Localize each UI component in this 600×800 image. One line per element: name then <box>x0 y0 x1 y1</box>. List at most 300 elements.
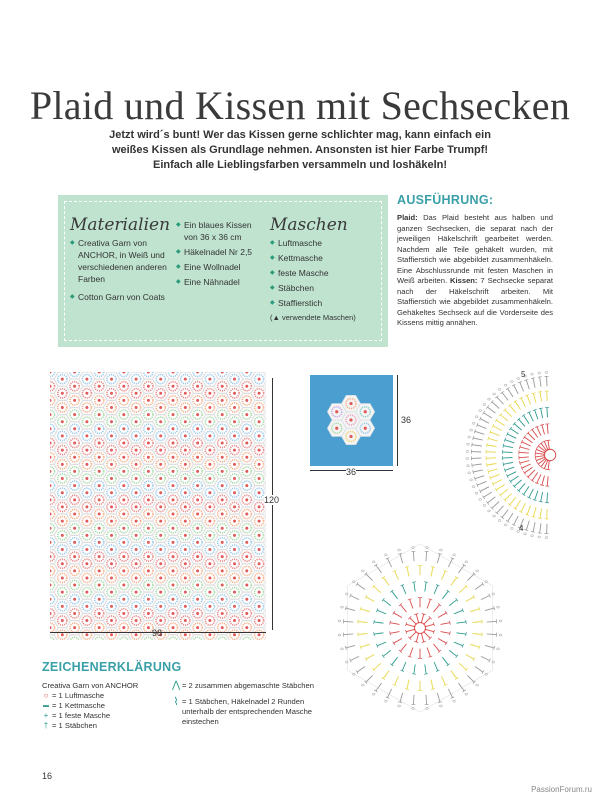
chart-stitch <box>547 424 548 434</box>
chart-stitch-top <box>450 621 451 625</box>
blanket-flower-center <box>61 605 64 608</box>
chart-stitch <box>410 648 413 657</box>
chart-chain <box>466 458 469 460</box>
stitch-item: ◆ Luftmasche <box>270 237 382 249</box>
chart-stitch-top <box>539 408 543 409</box>
blanket-flower-center <box>258 605 261 608</box>
chart-stitch <box>540 392 542 402</box>
dc2tog-symbol: ⋀ <box>172 680 181 691</box>
blanket-flower-center <box>73 498 76 501</box>
blanket-flower-center <box>221 399 224 402</box>
blanket-flower-center <box>122 626 125 629</box>
chart-chain <box>467 443 470 445</box>
chart-chain <box>488 510 491 512</box>
blanket-flower-center <box>233 505 236 508</box>
blanket-flower-center <box>245 626 248 629</box>
chart-stitch <box>402 662 406 671</box>
blanket-flower-center <box>135 605 138 608</box>
chart-stitch <box>407 567 409 576</box>
chart-stitch <box>508 513 513 521</box>
chart-stitch <box>410 631 417 638</box>
pillow-illustration <box>310 375 393 466</box>
blanket-flower-center <box>135 562 138 565</box>
chart-stitch <box>484 413 492 418</box>
chart-chain <box>479 410 482 412</box>
blanket-flower-center <box>258 534 261 537</box>
blanket-flower-center <box>258 406 261 409</box>
blanket-flower-center <box>159 378 162 381</box>
blanket-flower-center <box>61 520 64 523</box>
blanket-flower-center <box>61 576 64 579</box>
blanket-flower-center <box>221 612 224 615</box>
blanket-flower-center <box>122 555 125 558</box>
blanket-flower-center <box>184 576 187 579</box>
chart-stitch <box>505 493 512 500</box>
blanket-flower-center <box>73 470 76 473</box>
chart-chain <box>510 381 513 383</box>
blanket-flower-center <box>221 541 224 544</box>
blanket-flower-center <box>147 442 150 445</box>
blanket-flower-center <box>85 434 88 437</box>
chart-stitch <box>413 695 414 705</box>
chart-stitch-top <box>433 630 434 634</box>
instructions-text <box>397 213 553 329</box>
blanket-flower-center <box>61 378 64 381</box>
pillow-height-label: 36 <box>401 415 412 425</box>
chart-stitch <box>528 433 535 440</box>
chart-stitch <box>406 624 415 627</box>
chart-stitch <box>442 657 448 665</box>
blanket-flower-center <box>172 612 175 615</box>
chart-stitch <box>547 408 548 418</box>
blanket-flower-center <box>122 442 125 445</box>
blanket-flower-center <box>61 463 64 466</box>
blanket-flower-center <box>196 427 199 430</box>
chart-stitch <box>416 633 419 642</box>
chart-chain <box>497 648 500 650</box>
blanket-flower-center <box>258 449 261 452</box>
chart-stitch <box>425 624 434 627</box>
blanket-flower-center <box>147 413 150 416</box>
chart-stitch <box>508 389 513 397</box>
chart-stitch <box>423 618 430 625</box>
chart-chain <box>479 498 482 500</box>
chart-chain <box>545 537 548 539</box>
chart-chain <box>498 388 501 390</box>
blanket-flower-center <box>245 385 248 388</box>
chart-stitch <box>442 676 446 685</box>
blanket-flower-center <box>208 477 211 480</box>
blanket-flower-center <box>147 541 150 544</box>
blanket-flower-center <box>147 569 150 572</box>
chart-stitch-top <box>472 443 473 447</box>
chart-stitch-top <box>535 451 536 455</box>
chart-stitch <box>540 523 541 533</box>
chart-stitch-top <box>358 633 359 637</box>
chart-stitch <box>532 473 538 481</box>
blanket-flower-center <box>135 591 138 594</box>
legend-column-2 <box>172 681 322 727</box>
pillow-height-line <box>397 375 398 466</box>
chart-stitch <box>540 377 541 387</box>
chart-stitch <box>431 567 433 576</box>
chart-stitch <box>406 629 415 632</box>
blanket-flower-center <box>147 484 150 487</box>
chart-stitch-top <box>431 567 435 568</box>
blanket-flower-center <box>208 520 211 523</box>
blanket-flower-center <box>147 612 150 615</box>
stitch-note: (▲ verwendete Maschen) <box>270 313 356 322</box>
blanket-flower-center <box>208 548 211 551</box>
chart-stitch <box>505 410 512 417</box>
chart-chain <box>467 465 470 467</box>
chart-stitch <box>350 596 359 600</box>
chart-stitch-top <box>466 632 467 636</box>
blanket-flower-center <box>258 562 261 565</box>
blanket-flower-center <box>110 434 113 437</box>
chart-chain <box>504 384 507 386</box>
blanket-flower-center <box>147 456 150 459</box>
instructions-heading: AUSFÜHRUNG: <box>397 193 494 207</box>
blanket-flower-center <box>85 633 88 636</box>
chart-stitch <box>425 665 426 675</box>
blanket-flower-center <box>110 591 113 594</box>
blanket-flower-center <box>85 449 88 452</box>
chart-stitch <box>535 456 545 457</box>
chart-stitch <box>535 491 538 500</box>
chart-stitch-top <box>473 470 474 474</box>
blanket-flower-center <box>110 420 113 423</box>
chart-stitch <box>410 599 413 608</box>
chart-stitch <box>515 401 520 409</box>
chart-stitch <box>533 378 535 388</box>
chart-chain <box>499 620 502 622</box>
blanket-flower-center <box>221 598 224 601</box>
chart-stitch <box>492 502 499 509</box>
blanket-flower-center <box>135 463 138 466</box>
chart-stitch-top <box>345 646 346 650</box>
blanket-flower-center <box>184 548 187 551</box>
chart-stitch <box>366 654 374 659</box>
blanket-flower-center <box>85 378 88 381</box>
chart-chain <box>493 515 496 517</box>
blanket-flower-center <box>73 569 76 572</box>
chart-chain <box>472 422 475 424</box>
pillow-flower-center <box>335 410 338 413</box>
chart-chain <box>398 705 401 707</box>
chart-stitch <box>519 452 529 453</box>
blanket-flower-center <box>184 505 187 508</box>
chart-stitch <box>395 571 399 580</box>
chart-stitch <box>533 507 536 517</box>
chart-stitch-top <box>531 378 535 379</box>
blanket-flower-center <box>258 420 261 423</box>
blanket-flower-center <box>85 591 88 594</box>
blanket-flower-center <box>221 385 224 388</box>
blanket-flower-center <box>172 513 175 516</box>
chart-chain <box>372 693 375 695</box>
legend-heading: ZEICHENERKLÄRUNG <box>42 660 182 674</box>
diagram-round-label: 4 <box>519 524 524 533</box>
chart-stitch <box>472 464 482 465</box>
chart-stitch <box>529 412 533 421</box>
chart-chain <box>524 533 527 535</box>
chart-stitch-top <box>422 641 426 642</box>
blanket-flower-center <box>147 513 150 516</box>
blanket-flower-center <box>233 562 236 565</box>
chart-stitch <box>496 485 504 490</box>
chart-stitch <box>522 464 531 468</box>
chart-stitch-top <box>532 516 536 517</box>
blanket-flower-center <box>233 548 236 551</box>
chart-stitch-top <box>519 461 520 465</box>
blanket-flower-center <box>98 470 101 473</box>
chart-stitch-top <box>405 689 409 690</box>
blanket-flower-center <box>245 541 248 544</box>
blanket-flower-center <box>122 498 125 501</box>
chart-stitch <box>421 614 424 623</box>
chart-chain <box>398 549 401 551</box>
chart-stitch-top <box>431 689 435 690</box>
chart-stitch <box>434 585 438 594</box>
chart-stitch <box>500 415 508 421</box>
legend-item: ⌇ = 1 Stäbchen, Häkelnadel 2 Runden unterhalb der entsprechenden Masche einstechen <box>173 696 313 726</box>
blanket-flower-center <box>61 562 64 565</box>
chart-stitch <box>524 486 529 494</box>
chart-stitch <box>454 642 463 646</box>
blanket-flower-center <box>208 420 211 423</box>
chart-chain <box>476 684 479 686</box>
blanket-flower-center <box>196 598 199 601</box>
chart-stitch-top <box>345 606 346 610</box>
chart-chain <box>531 535 534 537</box>
blanket-flower-center <box>184 633 187 636</box>
blanket-flower-center <box>221 484 224 487</box>
blanket-flower-center <box>135 392 138 395</box>
chart-chain <box>345 661 348 663</box>
chart-stitch-top <box>406 622 407 626</box>
blanket-flower-center <box>85 392 88 395</box>
blanket-flower-center <box>196 527 199 530</box>
chart-stitch <box>519 483 526 490</box>
blanket-flower-center <box>196 513 199 516</box>
chart-chain <box>475 416 478 418</box>
chart-stitch <box>488 407 496 413</box>
chart-stitch <box>542 476 545 486</box>
chart-stitch <box>344 621 354 622</box>
blanket-flower-center <box>258 463 261 466</box>
blanket-flower-center <box>110 605 113 608</box>
plaid-text: Das Plaid besteht aus halben und ganzen Sechsecken, die separat nach der jeweiligen Häkelschrift gearbeitet werden. Nachdem alle Teile gehäkelt wurden, mit Staffierstich wie abgebildet zusammenhäkeln. Eine Abschlussrunde mit festen Maschen in Weiß arbeiten. <box>397 213 553 285</box>
stitch-item: ◆ Stäbchen <box>270 282 382 294</box>
blanket-flower-center <box>122 598 125 601</box>
chart-stitch <box>400 554 403 563</box>
chart-stitch <box>481 656 490 660</box>
chart-stitch <box>548 440 549 450</box>
chart-stitch <box>497 397 504 404</box>
chart-stitch <box>374 663 381 670</box>
chart-stitch <box>473 634 483 635</box>
blanket-flower-center <box>159 576 162 579</box>
diagram-round-label: 5 <box>521 370 526 379</box>
blanket-flower-center <box>73 626 76 629</box>
blanket-flower-center <box>85 420 88 423</box>
blanket-flower-center <box>208 619 211 622</box>
blanket-flower-center <box>122 513 125 516</box>
page-number: 16 <box>42 771 53 781</box>
chart-chain <box>362 684 365 686</box>
blanket-flower-center <box>61 420 64 423</box>
chart-stitch <box>407 680 409 689</box>
blanket-flower-center <box>196 456 199 459</box>
pillow-flower-center <box>349 418 352 421</box>
blanket-flower-center <box>233 633 236 636</box>
blanket-flower-center <box>110 406 113 409</box>
blanket-flower-center <box>122 484 125 487</box>
chart-chain <box>538 372 541 374</box>
blanket-flower-center <box>208 406 211 409</box>
blanket-flower-center <box>159 392 162 395</box>
blanket-flower-center <box>85 619 88 622</box>
blanket-flower-center <box>98 456 101 459</box>
chart-stitch <box>427 599 430 608</box>
blanket-flower-center <box>221 470 224 473</box>
chart-stitch <box>497 506 504 513</box>
chart-stitch <box>426 695 427 705</box>
chart-stitch <box>511 476 519 481</box>
chart-stitch-top <box>374 620 375 624</box>
blanket-flower-center <box>208 434 211 437</box>
chart-stitch <box>537 474 541 483</box>
blanket-flower-center <box>172 484 175 487</box>
blanket-flower-center <box>258 576 261 579</box>
blanket-flower-center <box>135 633 138 636</box>
blanket-flower-center <box>245 456 248 459</box>
material-item: ◆ Creativa Garn von ANCHOR, in Weiß und verschiedenen anderen Farben <box>70 237 170 285</box>
blanket-flower-center <box>221 498 224 501</box>
chart-stitch-top <box>482 620 483 624</box>
chart-stitch-top <box>532 393 536 394</box>
chart-stitch <box>377 642 386 646</box>
blanket-flower-center <box>208 392 211 395</box>
chart-stitch-top <box>438 553 442 554</box>
chart-stitch <box>472 445 482 446</box>
blanket-flower-center <box>233 449 236 452</box>
blanket-flower-center <box>184 434 187 437</box>
blanket-flower-center <box>196 498 199 501</box>
chart-chain <box>372 561 375 563</box>
chart-stitch <box>358 622 368 623</box>
blanket-flower-center <box>159 534 162 537</box>
blanket-flower-center <box>172 626 175 629</box>
blanket-flower-center <box>122 399 125 402</box>
blanket-flower-center <box>61 591 64 594</box>
chart-stitch <box>377 610 386 614</box>
chart-stitch <box>502 393 508 401</box>
chart-stitch-top <box>358 620 359 624</box>
blanket-flower-center <box>233 477 236 480</box>
blanket-flower-center <box>184 491 187 494</box>
blanket-flower-center <box>98 527 101 530</box>
chart-stitch <box>394 638 402 643</box>
blanket-flower-center <box>159 548 162 551</box>
blanket-flower-center <box>61 633 64 636</box>
watermark: PassionForum.ru <box>531 785 592 794</box>
chart-stitch <box>401 605 407 612</box>
chart-stitch <box>535 453 545 454</box>
chart-stitch <box>487 621 497 622</box>
chart-stitch-top <box>405 567 409 568</box>
chart-stitch <box>514 480 521 487</box>
kissen-text: 7 Sechsecke separat nach der Häkelschrift arbeiten. Mit Staffierstich wie abgebildet zusammenhäkeln. Gehäkeltes Sechseck auf die Vorderseite des Kissens mittig annähen. <box>397 276 553 327</box>
blanket-flower-center <box>122 612 125 615</box>
blanket-flower-center <box>73 541 76 544</box>
blanket-flower-center <box>245 513 248 516</box>
blanket-height-label: 120 <box>264 495 280 505</box>
blanket-flower-center <box>172 569 175 572</box>
blanket-flower-center <box>221 413 224 416</box>
chart-stitch <box>527 395 531 404</box>
chart-stitch-top <box>540 424 544 425</box>
legend-item: ▬ = 1 Kettmasche <box>43 701 105 710</box>
blanket-flower-center <box>184 605 187 608</box>
legend-column <box>42 681 182 731</box>
blanket-flower-center <box>208 633 211 636</box>
chart-chain <box>338 634 341 636</box>
blanket-flower-center <box>233 434 236 437</box>
blanket-flower-center <box>208 605 211 608</box>
chart-stitch <box>527 506 531 515</box>
blanket-flower-center <box>233 420 236 423</box>
chart-stitch <box>520 447 530 450</box>
chart-stitch <box>468 676 475 683</box>
blanket-flower-center <box>61 449 64 452</box>
blanket-flower-center <box>147 470 150 473</box>
chart-stitch-top <box>398 553 402 554</box>
blanket-flower-center <box>85 406 88 409</box>
blanket-flower-center <box>98 399 101 402</box>
blanket-flower-center <box>233 619 236 622</box>
blanket-flower-center <box>147 598 150 601</box>
chart-stitch-top <box>538 518 542 519</box>
material-item: ◆ Eine Wollnadel <box>176 261 264 273</box>
chart-stitch <box>503 458 513 459</box>
chart-stitch-top <box>539 501 543 502</box>
blanket-flower-center <box>147 584 150 587</box>
blanket-flower-center <box>208 534 211 537</box>
chart-stitch <box>493 426 502 430</box>
blanket-flower-center <box>221 442 224 445</box>
blanket-flower-center <box>85 562 88 565</box>
pillow-flower-center <box>364 410 367 413</box>
blanket-flower-center <box>196 413 199 416</box>
chart-chain <box>499 634 502 636</box>
blanket-flower-center <box>196 569 199 572</box>
blanket-flower-center <box>172 470 175 473</box>
chart-stitch <box>357 667 365 673</box>
chart-stitch-top <box>472 463 473 467</box>
chart-stitch <box>437 554 440 563</box>
blanket-flower-center <box>73 427 76 430</box>
blanket-flower-center <box>110 477 113 480</box>
blanket-flower-center <box>208 562 211 565</box>
chart-stitch <box>505 467 514 470</box>
chart-stitch <box>488 497 496 503</box>
chart-stitch <box>433 605 439 612</box>
chart-chain <box>498 520 501 522</box>
chart-chain <box>440 705 443 707</box>
chart-stitch-top <box>406 630 407 634</box>
